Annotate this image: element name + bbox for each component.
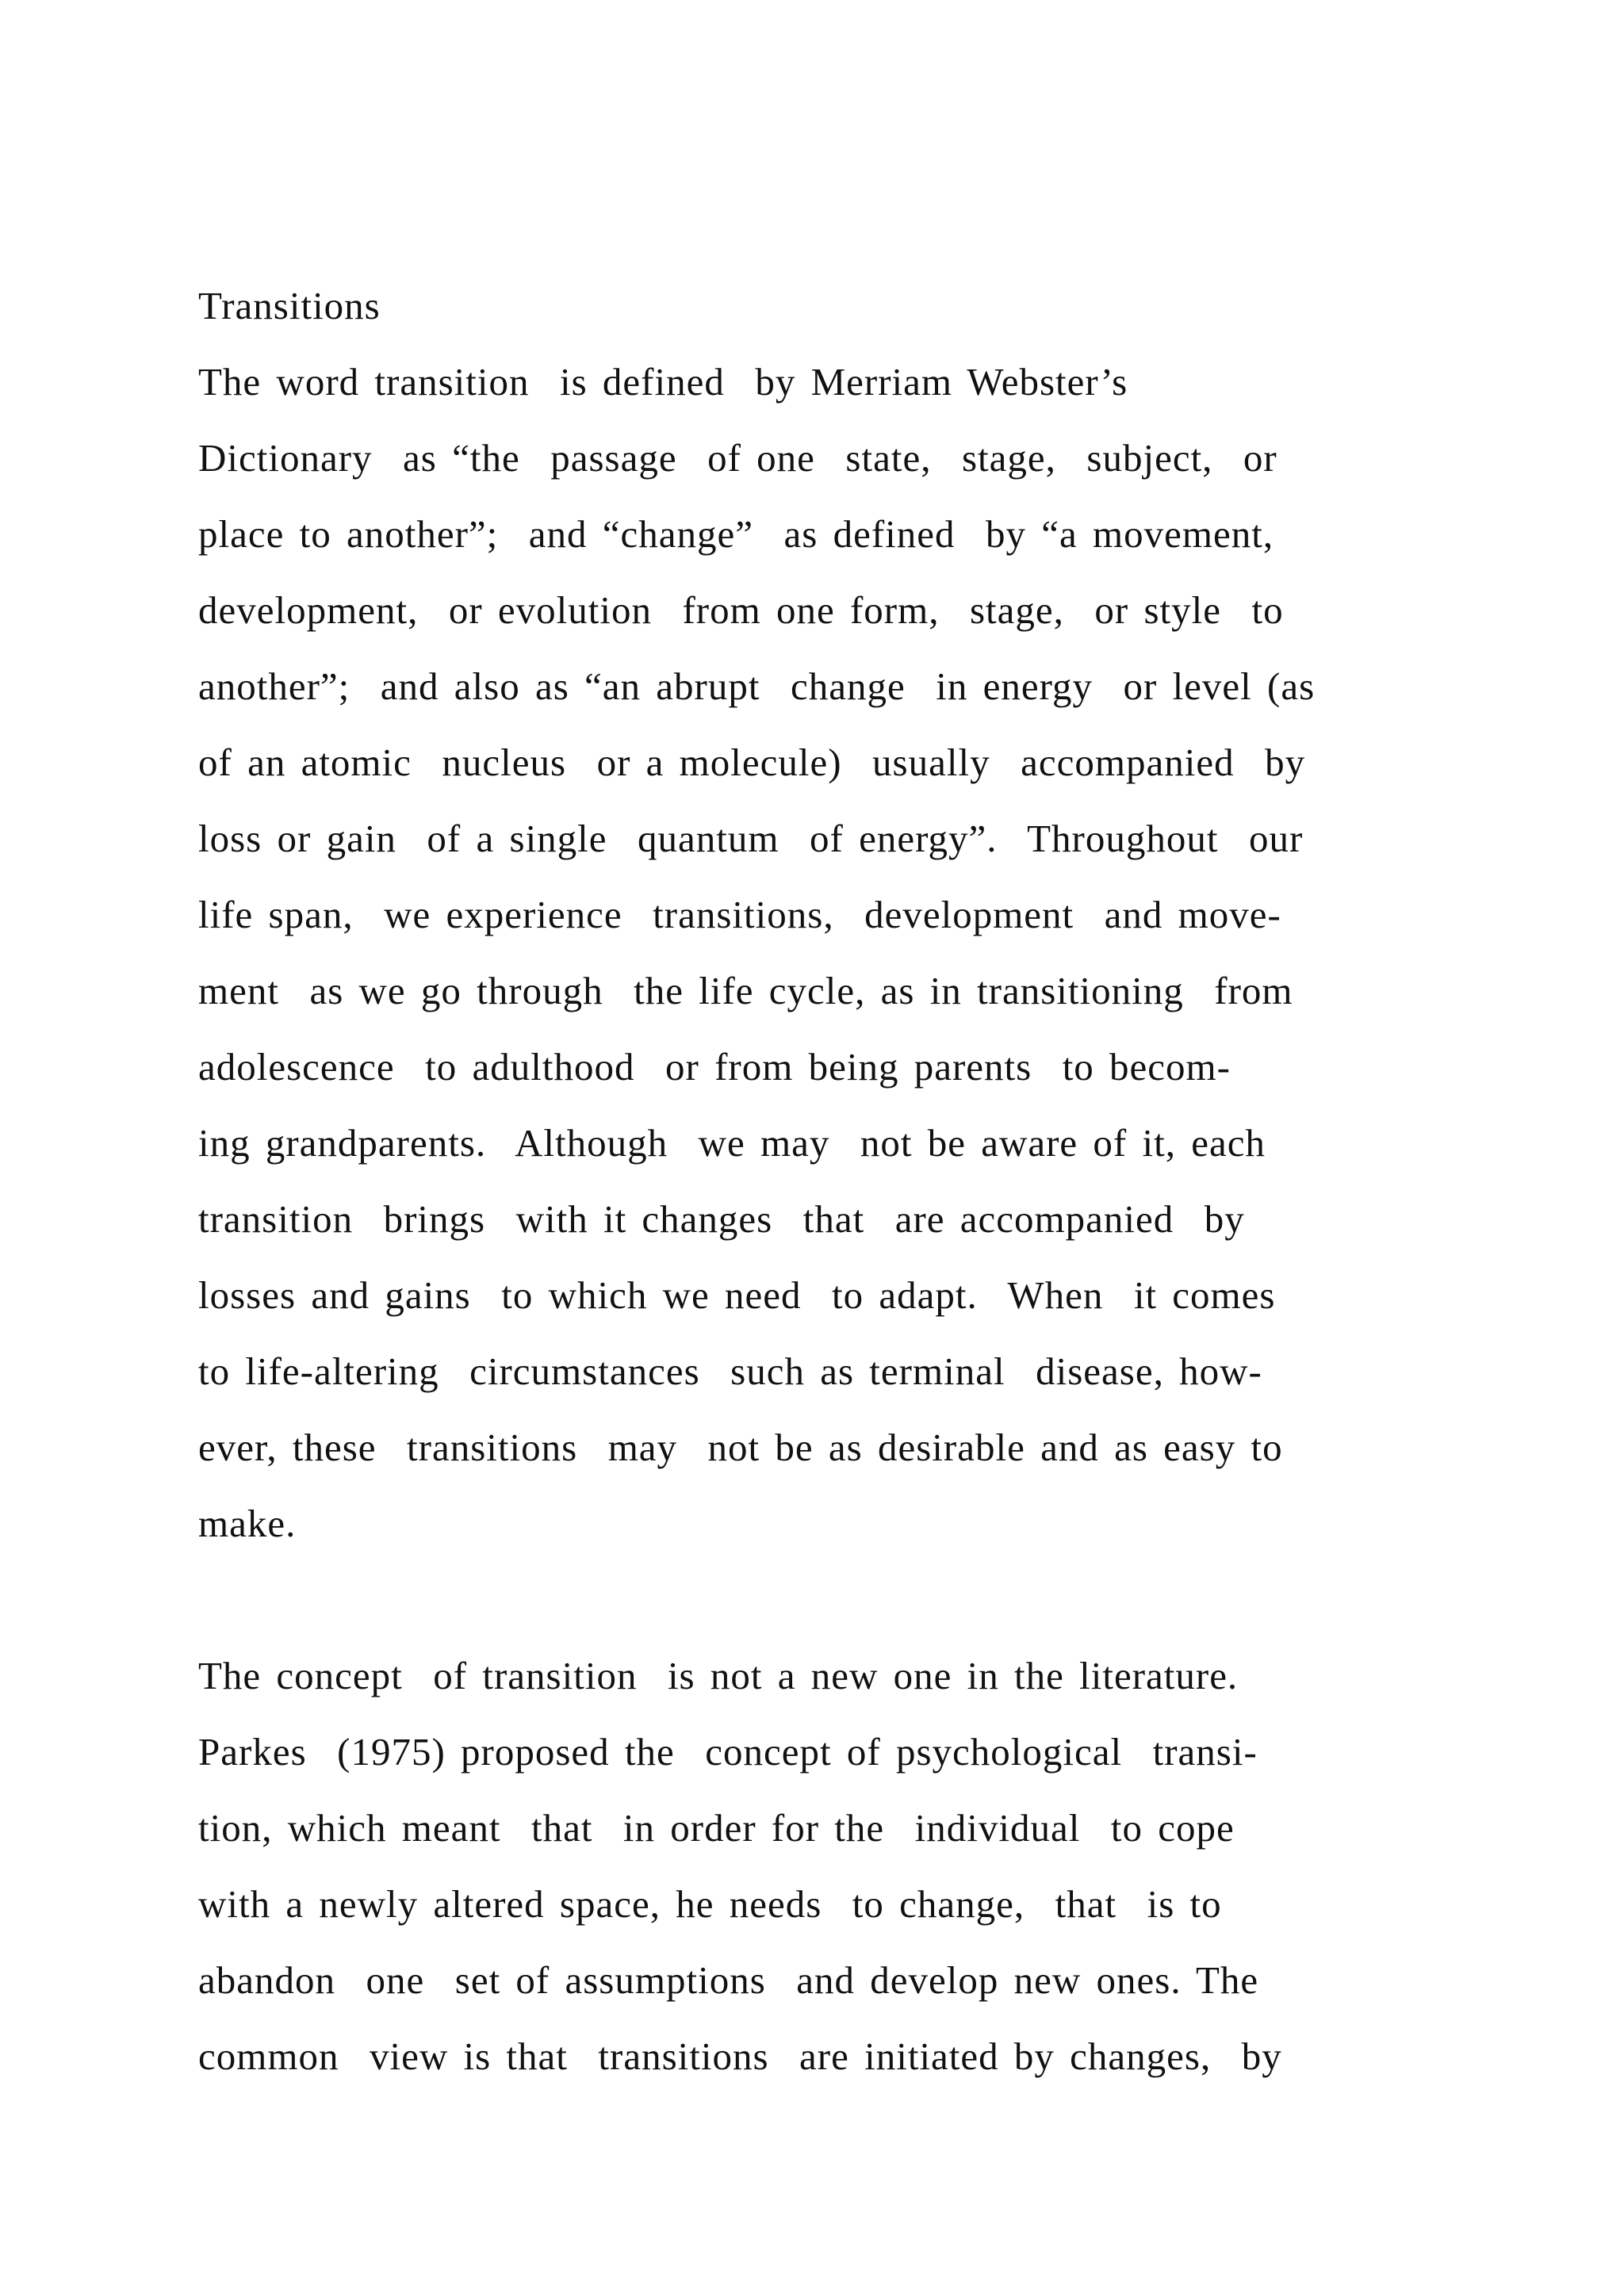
paragraph-line: loss or gain of a single quantum of energy”. Throughout our xyxy=(198,817,1304,860)
paragraph-line: abandon one set of assumptions and develop new ones. The xyxy=(198,1958,1259,2002)
paragraph-line: with a newly altered space, he needs to change, that is to xyxy=(198,1882,1222,1926)
paragraph-line: ever, these transitions may not be as desirable and as easy to xyxy=(198,1425,1283,1469)
paragraph-line: life span, we experience transitions, development and move- xyxy=(198,893,1281,936)
paragraph-2 xyxy=(198,1638,1435,2095)
paragraph-line: ing grandparents. Although we may not be aware of it, each xyxy=(198,1121,1266,1165)
paragraph-line: The word transition is defined by Merriam Webster’s xyxy=(198,360,1128,404)
paragraph-line: development, or evolution from one form, stage, or style to xyxy=(198,588,1284,632)
paragraph-line: place to another”; and “change” as defined by “a movement, xyxy=(198,512,1274,556)
paragraph-line: ment as we go through the life cycle, as in transitioning from xyxy=(198,969,1293,1012)
document-page xyxy=(198,268,1435,2095)
paragraph-1 xyxy=(198,344,1435,1562)
paragraph-line: to life-altering circumstances such as terminal disease, how- xyxy=(198,1349,1262,1393)
paragraph-line: losses and gains to which we need to adapt. When it comes xyxy=(198,1273,1276,1317)
paragraph-line: Dictionary as “the passage of one state, stage, subject, or xyxy=(198,436,1277,480)
section-heading: Transitions xyxy=(198,284,381,327)
paragraph-line: tion, which meant that in order for the individual to cope xyxy=(198,1806,1235,1850)
paragraph-line: adolescence to adulthood or from being parents to becom- xyxy=(198,1045,1231,1089)
paragraph-line: The concept of transition is not a new one in the literature. xyxy=(198,1654,1239,1697)
paragraph-line: another”; and also as “an abrupt change in energy or level (as xyxy=(198,664,1316,708)
paragraph-line: of an atomic nucleus or a molecule) usually accompanied by xyxy=(198,740,1306,784)
paragraph-line: transition brings with it changes that are accompanied by xyxy=(198,1197,1245,1241)
paragraph-line: common view is that transitions are initiated by changes, by xyxy=(198,2034,1282,2078)
paragraph-line: make. xyxy=(198,1502,297,1545)
paragraph-spacer xyxy=(198,1562,1435,1638)
paragraph-line: Parkes (1975) proposed the concept of psychological transi- xyxy=(198,1730,1258,1774)
